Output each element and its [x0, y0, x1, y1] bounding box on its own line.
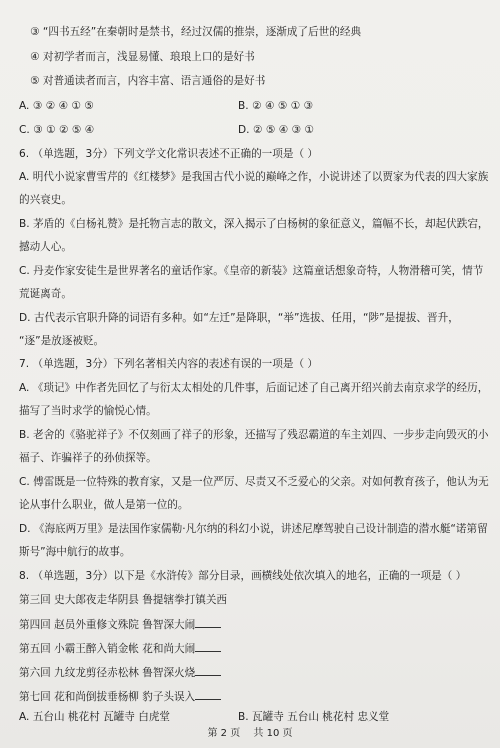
- q7-option-b[interactable]: B. 老舍的《骆驼祥子》不仅刻画了祥子的形象，还描写了残忍霸道的车主刘四、一步步走向毁灭的小: [19, 429, 489, 441]
- blank-underline: [195, 641, 221, 652]
- toc-line-4: [19, 617, 492, 632]
- page-total: 共 10 页: [253, 728, 293, 739]
- q7-option-a-cont: 描写了当时求学的愉悦心情。: [19, 405, 157, 417]
- q8-option-b[interactable]: B. 瓦罐寺 五台山 桃花村 忠义堂: [238, 711, 390, 723]
- q6-option-c[interactable]: C. 丹麦作家安徒生是世界著名的童话作家。《皇帝的新装》这篇童话想象奇特，人物滑稽可笑，情节: [19, 265, 484, 277]
- q6-option-d-cont: “逐”是放逐被贬。: [19, 335, 105, 347]
- toc-line-7-text: 第七回 花和尚倒拔垂杨柳 豹子头误入: [19, 691, 196, 703]
- page-footer: [0, 728, 500, 740]
- statement-3: ③ “四书五经”在秦朝时是禁书，经过汉儒的推崇，逐渐成了后世的经典: [30, 26, 362, 38]
- q5-option-c[interactable]: C. ③ ① ② ⑤ ④: [19, 124, 95, 136]
- toc-line-5-text: 第五回 小霸王醉入销金帐 花和尚大闹: [19, 643, 196, 655]
- q7-option-b-cont: 福子、诈骗祥子的孙侦探等。: [19, 452, 157, 464]
- page-number: 第 2 页: [207, 728, 241, 739]
- q8-option-a[interactable]: A. 五台山 桃花村 瓦罐寺 白虎堂: [19, 711, 171, 723]
- q6-option-d[interactable]: D. 古代表示官职升降的词语有多种。如“左迁”是降职，“举”选拔、任用，“陟”是提拔、晋升，: [19, 312, 459, 324]
- statement-5: ⑤ 对普通读者而言，内容丰富、语言通俗的是好书: [30, 75, 266, 87]
- q6-option-b[interactable]: B. 茅盾的《白杨礼赞》是托物言志的散文，深入揭示了白杨树的象征意义，篇幅不长，却起伏跌宕，: [19, 218, 489, 230]
- q7-option-a[interactable]: A. 《琐记》中作者先回忆了与衍太太相处的几件事，后面记述了自己离开绍兴前去南京求学的经历，: [19, 382, 489, 394]
- q5-option-b[interactable]: B. ② ④ ⑤ ① ③: [238, 100, 313, 112]
- q5-option-a[interactable]: A. ③ ② ④ ① ⑤: [19, 100, 94, 112]
- toc-line-7: [19, 689, 492, 704]
- blank-underline: [195, 665, 221, 676]
- statement-4: ④ 对初学者而言，浅显易懂、琅琅上口的是好书: [30, 51, 255, 63]
- toc-line-6: [19, 665, 492, 680]
- q6-option-c-cont: 荒诞离奇。: [19, 288, 72, 300]
- q7-stem: 7. （单选题，3分）下列名著相关内容的表述有误的一项是（ ）: [19, 358, 319, 370]
- blank-underline: [195, 617, 221, 628]
- toc-line-5: [19, 641, 492, 656]
- q6-option-a-cont: 的兴衰史。: [19, 194, 72, 206]
- q6-option-a[interactable]: A. 明代小说家曹雪芹的《红楼梦》是我国古代小说的巅峰之作，小说讲述了以贾家为代表的四大家族: [19, 171, 489, 183]
- blank-underline: [195, 689, 221, 700]
- q7-option-c[interactable]: C. 傅雷既是一位特殊的教育家，又是一位严厉、尽责又不乏爱心的父亲。对如何教育孩子，他认为无: [19, 476, 489, 488]
- toc-line-4-text: 第四回 赵员外重修文殊院 鲁智深大闹: [19, 619, 196, 631]
- q6-stem: 6. （单选题，3分）下列文学文化常识表述不正确的一项是（ ）: [19, 148, 319, 160]
- q7-option-d[interactable]: D. 《海底两万里》是法国作家儒勒·凡尔纳的科幻小说，讲述尼摩驾驶自己设计制造的潜水艇“诺第留: [19, 523, 488, 535]
- q7-option-c-cont: 论从事什么职业，做人是第一位的。: [19, 499, 189, 511]
- q7-option-d-cont: 斯号”海中航行的故事。: [19, 546, 131, 558]
- q8-stem: 8. （单选题，3分）以下是《水浒传》部分目录，画横线处依次填入的地名，正确的一项是（ ）: [19, 570, 467, 582]
- q6-option-b-cont: 撼动人心。: [19, 241, 72, 253]
- toc-line-3: 第三回 史大郎夜走华阴县 鲁提辖拳打镇关西: [19, 594, 228, 606]
- q5-option-d[interactable]: D. ② ⑤ ④ ③ ①: [238, 124, 314, 136]
- toc-line-6-text: 第六回 九纹龙剪径赤松林 鲁智深火烧: [19, 667, 196, 679]
